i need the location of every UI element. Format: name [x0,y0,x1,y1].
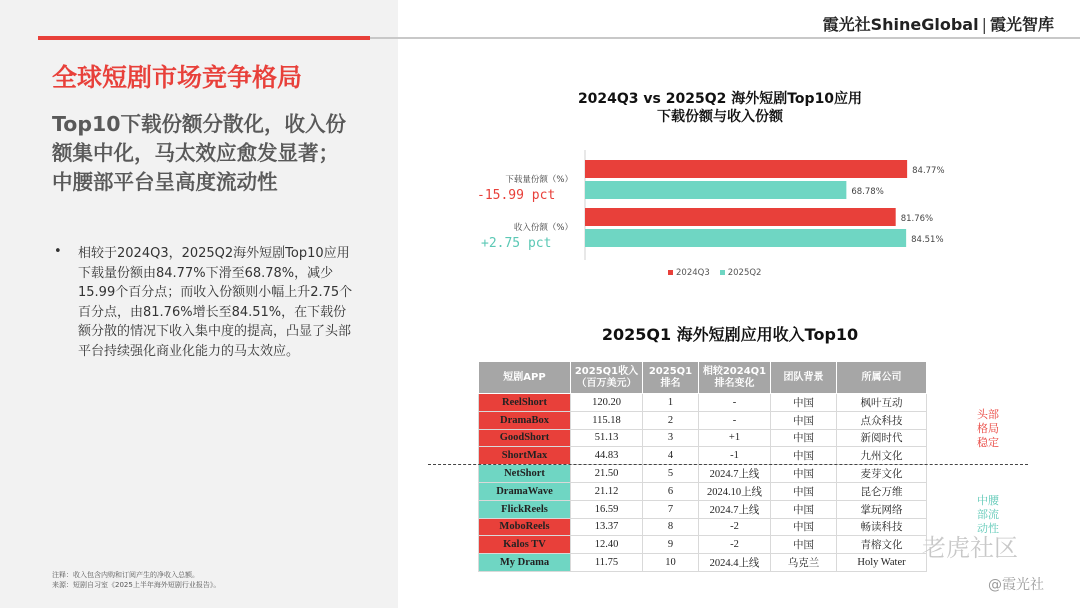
col-header-revenue: 2025Q1收入 （百万美元） [571,362,643,394]
revenue-cell: 51.13 [571,429,643,447]
table-row [479,536,927,554]
team-cell: 中国 [771,536,837,554]
watermark-handle: @霞光社 [988,577,1044,593]
table-title: 2025Q1 海外短剧应用收入Top10 [601,325,859,344]
company-cell: 点众科技 [837,411,927,429]
legend-swatch-teal [720,270,725,275]
app-cell: DramaWave [479,482,571,500]
col-header-company: 所属公司 [837,362,927,394]
team-cell: 中国 [771,465,837,483]
chart-title-line1: 2024Q3 vs 2025Q2 海外短剧Top10应用 [577,91,863,107]
team-cell: 乌克兰 [771,554,837,572]
brand-name-a: 霞光社ShineGlobal [822,15,979,34]
team-cell: 中国 [771,518,837,536]
side-label-mid: 中腰部流动性 [977,494,999,535]
chart-title-line2: 下载份额与收入份额 [657,109,783,125]
rank-change-cell: -1 [699,447,771,465]
chart-title [560,90,880,126]
rank-cell: 10 [643,554,699,572]
table-row [479,411,927,429]
revenue-cell: 11.75 [571,554,643,572]
app-cell: ShortMax [479,447,571,465]
table-header-row [479,362,927,394]
revenue-rank-table [478,361,927,572]
data-label: 84.51% [911,235,944,245]
page-title: 全球短剧市场竞争格局 [52,63,303,92]
company-cell: 掌玩网络 [837,500,927,518]
company-cell: 新阅时代 [837,429,927,447]
app-cell: GoodShort [479,429,571,447]
revenue-cell: 12.40 [571,536,643,554]
legend-item-2025q2 [720,268,762,278]
data-label: 81.76% [900,214,934,224]
rank-cell: 9 [643,536,699,554]
rank-cell: 6 [643,482,699,500]
app-cell: FlickReels [479,500,571,518]
revenue-cell: 115.18 [571,411,643,429]
table-row [479,554,927,572]
rank-cell: 1 [643,394,699,412]
rank-change-cell: 2024.10上线 [699,482,771,500]
company-cell: 畅读科技 [837,518,927,536]
table-row [479,518,927,536]
rank-cell: 3 [643,429,699,447]
table-row [479,447,927,465]
watermark-community: 老虎社区 [922,534,1018,562]
legend-label: 2024Q3 [676,268,710,278]
table-row [479,500,927,518]
rank-change-cell: +1 [699,429,771,447]
table-row [479,429,927,447]
category-label: 收入份额（%） [513,223,573,233]
header-accent-rule [38,36,370,40]
bar-2024q3-1 [585,208,896,226]
rank-cell: 4 [643,447,699,465]
bar-2025q2-0 [585,181,846,199]
team-cell: 中国 [771,482,837,500]
app-cell: My Drama [479,554,571,572]
table-row [479,482,927,500]
rank-change-cell: 2024.4上线 [699,554,771,572]
data-label: 68.78% [851,187,884,197]
company-cell: 枫叶互动 [837,394,927,412]
category-label: 下载量份额（%） [505,175,573,185]
company-cell: 昆仑万维 [837,482,927,500]
team-cell: 中国 [771,447,837,465]
revenue-cell: 21.50 [571,465,643,483]
subtitle: Top10下载份额分散化，收入份额集中化，马太效应愈发显著；中腰部平台呈高度流动性 [52,112,347,194]
rank-change-cell: -2 [699,536,771,554]
team-cell: 中国 [771,394,837,412]
table-row [479,394,927,412]
rank-cell: 5 [643,465,699,483]
rank-change-cell: - [699,411,771,429]
col-header-team: 团队背景 [771,362,837,394]
table-row [479,465,927,483]
side-label-top: 头部格局稳定 [977,408,999,449]
team-cell: 中国 [771,429,837,447]
header-rule [370,37,1080,39]
app-cell: Kalos TV [479,536,571,554]
legend-label: 2025Q2 [727,268,762,278]
bullet-text: 相较于2024Q3，2025Q2海外短剧Top10应用下载量份额由84.77%下滑至68.78%，减少15.99个百分点；而收入份额则小幅上升2.75个百分点，由81.76%增长至84.51%，在下载份额分散的情况下收入集中度的提高，凸显了头部平台持续强化商业化能力的马太效应。 [78,246,353,359]
footnote-line1: 注释：收入包含内购和订阅产生的净收入总额。 [52,571,199,579]
download-change-label: -15.99 pct [477,188,556,203]
revenue-cell: 44.83 [571,447,643,465]
col-header-rank-change: 相较2024Q1 排名变化 [699,362,771,394]
rank-change-cell: 2024.7上线 [699,500,771,518]
footnote-line2: 来源：短剧自习室《2025上半年海外短剧行业报告》。 [52,581,221,589]
chart-legend [668,268,761,278]
tier-divider [428,464,1028,465]
col-header-rank: 2025Q1 排名 [643,362,699,394]
app-cell: NetShort [479,465,571,483]
revenue-cell: 16.59 [571,500,643,518]
legend-swatch-red [668,270,673,275]
bullet-marker: • [54,244,62,259]
brand-logo [823,12,1054,35]
rank-change-cell: -2 [699,518,771,536]
col-header-app: 短剧APP [479,362,571,394]
rank-change-cell: 2024.7上线 [699,465,771,483]
company-cell: 青榕文化 [837,536,927,554]
app-cell: DramaBox [479,411,571,429]
bar-2025q2-1 [585,229,906,247]
app-cell: MoboReels [479,518,571,536]
revenue-change-label: +2.75 pct [481,236,552,251]
team-cell: 中国 [771,411,837,429]
legend-item-2024q3 [668,268,710,278]
revenue-cell: 13.37 [571,518,643,536]
revenue-cell: 120.20 [571,394,643,412]
footnote [52,570,220,590]
company-cell: Holy Water [837,554,927,572]
bar-2024q3-0 [585,160,907,178]
company-cell: 麦芽文化 [837,465,927,483]
data-label: 84.77% [912,166,945,176]
revenue-cell: 21.12 [571,482,643,500]
brand-name-b: 霞光智库 [989,15,1054,34]
company-cell: 九州文化 [837,447,927,465]
app-cell: ReelShort [479,394,571,412]
rank-change-cell: - [699,394,771,412]
rank-cell: 2 [643,411,699,429]
rank-cell: 8 [643,518,699,536]
team-cell: 中国 [771,500,837,518]
brand-separator: | [981,15,987,34]
rank-cell: 7 [643,500,699,518]
